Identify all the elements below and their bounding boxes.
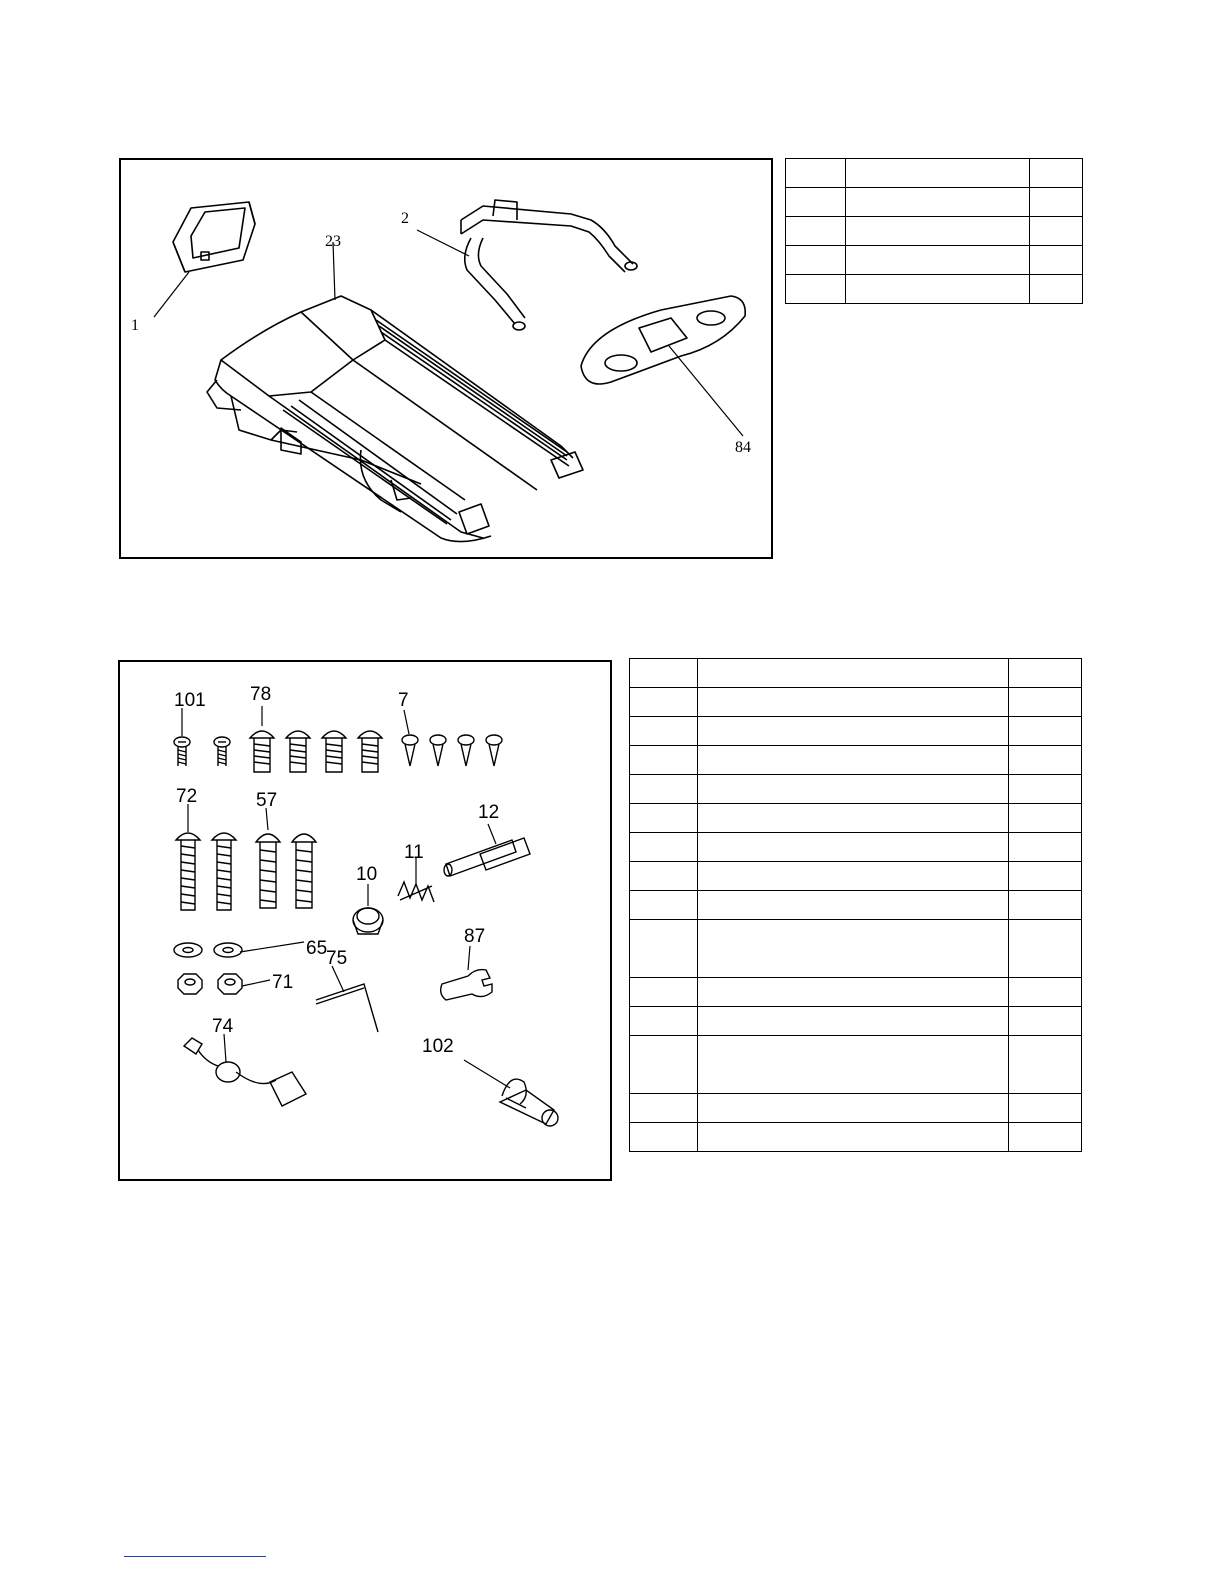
callout-2: 2 [401, 210, 409, 227]
screw-101-icon [174, 737, 230, 766]
bolt-57-icon [256, 834, 316, 908]
callout-74: 74 [212, 1016, 234, 1037]
hardware-illustration [120, 662, 614, 1183]
wrench-87-icon [441, 970, 492, 1000]
pin-12-icon [444, 838, 530, 876]
table-row [630, 688, 1082, 717]
callout-23: 23 [325, 233, 341, 250]
callout-72: 72 [176, 786, 198, 807]
spring-11-icon [398, 882, 434, 902]
washer-65-icon [174, 943, 242, 957]
footer-divider [124, 1556, 266, 1557]
nut-71-icon [178, 974, 242, 994]
hex-key-75-icon [316, 984, 378, 1032]
callout-78: 78 [250, 684, 272, 705]
table-row [630, 1123, 1082, 1152]
callout-1: 1 [131, 317, 139, 334]
callout-102: 102 [422, 1036, 454, 1057]
table-row [630, 775, 1082, 804]
callout-101: 101 [174, 690, 206, 711]
table-row [786, 246, 1083, 275]
hardware-diagram [118, 660, 612, 1181]
assembly-diagram-main [119, 158, 773, 559]
bolt-72-icon [176, 833, 236, 910]
parts-table-hardware [629, 658, 1082, 1152]
table-row [630, 1094, 1082, 1123]
treadmill-illustration [121, 160, 775, 561]
table-row [786, 159, 1083, 188]
callout-84: 84 [735, 439, 751, 456]
table-row [630, 1036, 1082, 1094]
table-row [786, 275, 1083, 304]
callout-87: 87 [464, 926, 486, 947]
table-row [630, 891, 1082, 920]
callout-10: 10 [356, 864, 378, 885]
safety-cord-102-icon [500, 1079, 558, 1126]
parts-table-main [785, 158, 1083, 304]
table-row [630, 746, 1082, 775]
callout-65: 65 [306, 938, 328, 959]
callout-57: 57 [256, 790, 278, 811]
table-row [630, 1007, 1082, 1036]
table-row [630, 717, 1082, 746]
table-row [786, 188, 1083, 217]
safety-key-74-icon [184, 1038, 306, 1106]
table-row [630, 978, 1082, 1007]
table-row [630, 833, 1082, 862]
bolt-78-icon [250, 731, 382, 772]
table-row [630, 804, 1082, 833]
callout-75: 75 [326, 948, 348, 969]
callout-7: 7 [398, 690, 409, 711]
callout-71: 71 [272, 972, 294, 993]
table-row [630, 659, 1082, 688]
screw-7-icon [402, 735, 502, 766]
callout-11: 11 [404, 842, 424, 863]
callout-12: 12 [478, 802, 500, 823]
knob-10-icon [353, 908, 383, 934]
table-row [786, 217, 1083, 246]
table-row [630, 862, 1082, 891]
table-row [630, 920, 1082, 978]
